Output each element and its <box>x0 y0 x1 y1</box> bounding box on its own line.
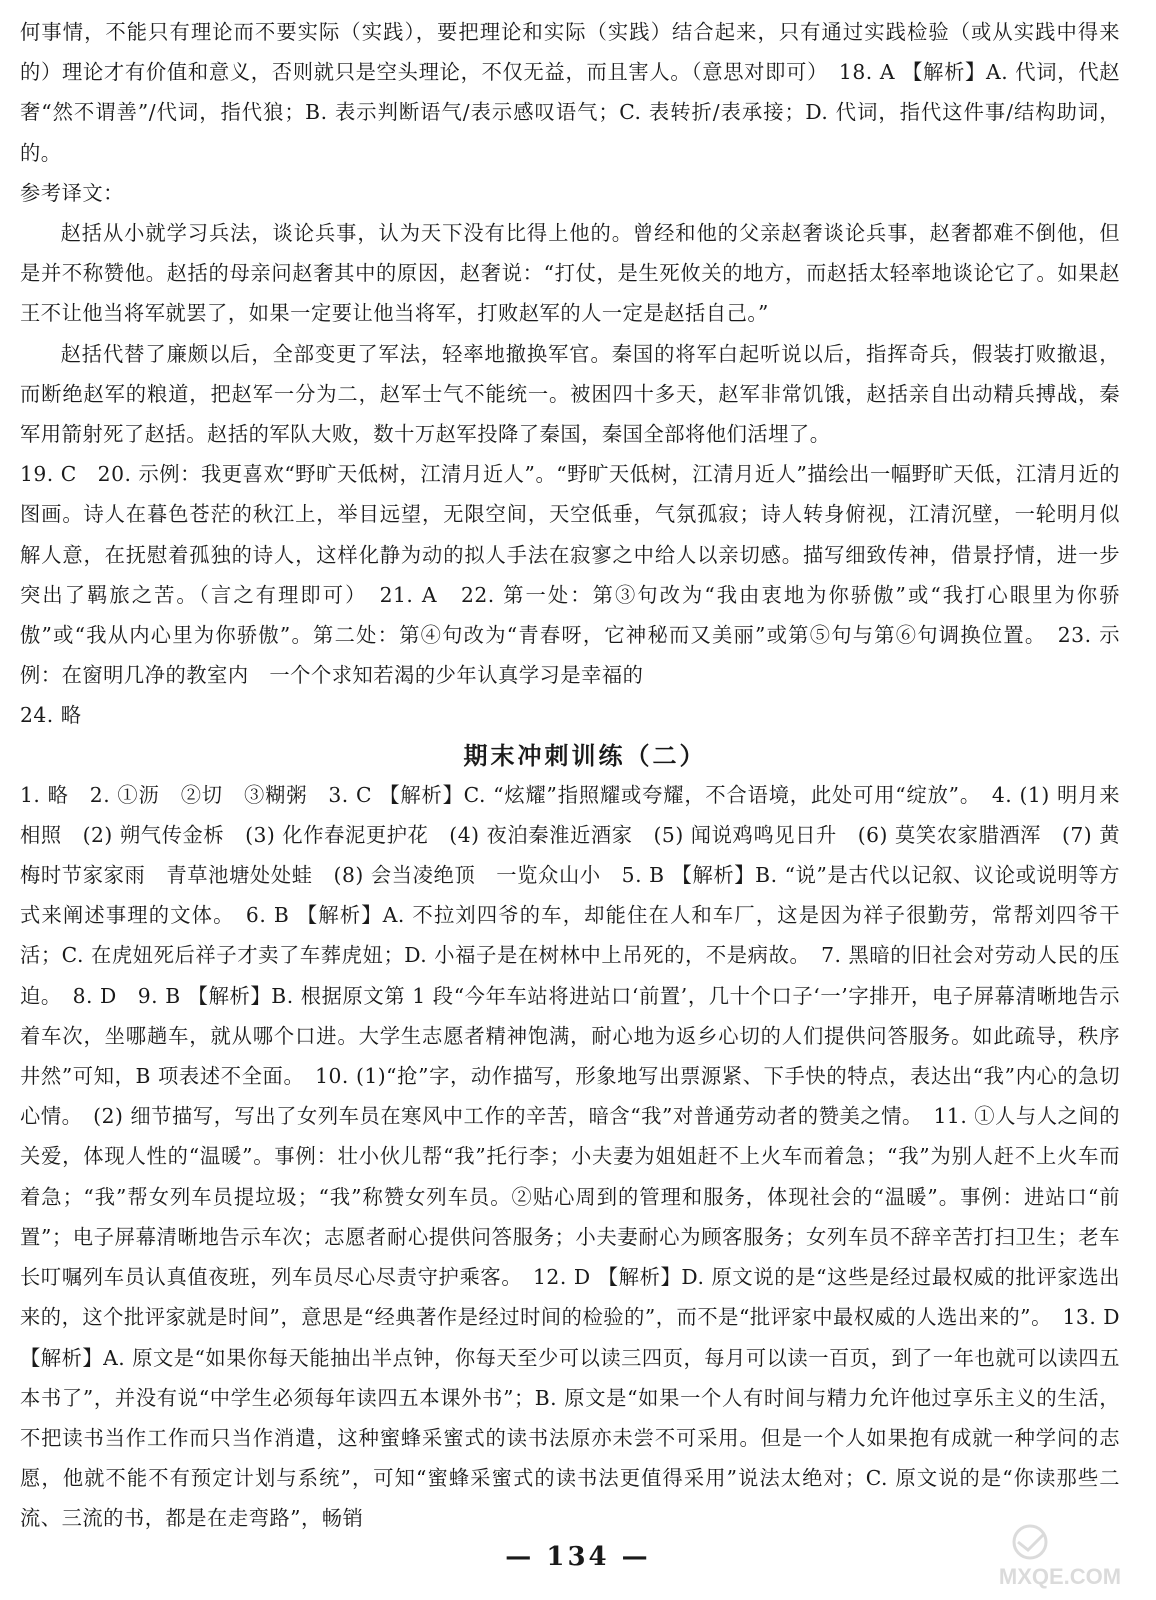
watermark-text: MXQE.COM <box>998 1564 1122 1589</box>
translation-paragraph: 赵括代替了廉颇以后，全部变更了军法，轻率地撤换军官。秦国的将军白起听说以后，指挥奇兵，假装打败撤退，而断绝赵军的粮道，把赵军一分为二，赵军士气不能统一。被困四十多天，赵军非常饥饿，赵括亲自出动精兵搏战，秦军用箭射死了赵括。赵括的军队大败，数十万赵军投降了秦国，秦国全部将他们活埋了。 <box>20 341 1120 447</box>
page-number: — 134 — <box>505 1542 651 1572</box>
answer-paragraph: 何事情，不能只有理论而不要实际（实践），要把理论和实际（实践）结合起来，只有通过实践检验（或从实践中得来的）理论才有价值和意义，否则就只是空头理论，不仅无益，而且害人。（意思对即可） 18. A 【解析】A. 代词，代赵奢“然不谓善”/代词，指代狼；B. 表示判断语气/表示感叹语气；C. 表转折/表承接；D. 代词，指代这件事/结构助词，的。 <box>20 20 1120 165</box>
translation-paragraph: 赵括从小就学习兵法，谈论兵事，认为天下没有比得上他的。曾经和他的父亲赵奢谈论兵事，赵奢都难不倒他，但是并不称赞他。赵括的母亲问赵奢其中的原因，赵奢说：“打仗，是生死攸关的地方，而赵括太轻率地谈论它了。如果赵王不让他当将军就罢了，如果一定要让他当将军，打败赵军的人一定是赵括自己。” <box>20 221 1120 326</box>
answer-paragraph: 1. 略 2. ①沥 ②切 ③糊粥 3. C 【解析】C. “炫耀”指照耀或夸耀，不合语境，此处可用“绽放”。 4. (1) 明月来相照 (2) 朔气传金柝 (3) 化作春泥更护花 (4) 夜泊秦淮近酒家 (5) 闻说鸡鸣见日升 (6) 莫笑农家腊酒浑 (7) 黄梅时节家家雨 青草池塘处处蛙 (8) 会当凌绝顶 一览众山小 5. B 【解析】B. “说”是古代以记叙、议论或说明等方式来阐述事理的文体。 6. B 【解析】A. 不拉刘四爷的车，却能住在人和车厂，这是因为祥子很勤劳，常帮刘四爷干活；C. 在虎妞死后祥子才卖了车葬虎妞；D. 小福子是在树林中上吊死的，不是病故。 7. 黑暗的旧社会对劳动人民的压迫。 8. D 9. B 【解析】B. 根据原文第 1 段“今年车站将进站口‘前置’，几十个口子‘一’字排开，电子屏幕清晰地告示着车次，坐哪趟车，就从哪个口进。大学生志愿者精神饱满，耐心地为返乡心切的人们提供问答服务。如此疏导，秩序井然”可知，B 项表述不全面。 10. (1)“抢”字，动作描写，形象地写出票源紧、下手快的特点，表达出“我”内心的急切心情。 (2) 细节描写，写出了女列车员在寒风中工作的辛苦，暗含“我”对普通劳动者的赞美之情。 11. ①人与人之间的关爱，体现人性的“温暖”。事例：壮小伙儿帮“我”托行李；小夫妻为姐姐赶不上火车而着急；“我”为别人赶不上火车而着急；“我”帮女列车员提垃圾；“我”称赞女列车员。②贴心周到的管理和服务，体现社会的“温暖”。事例：进站口“前置”；电子屏幕清晰地告示车次；志愿者耐心提供问答服务；小夫妻耐心为顾客服务；女列车员不辞辛苦打扫卫生；老车长叮嘱列车员认真值夜班，列车员尽心尽责守护乘客。 12. D 【解析】D. 原文说的是“这些是经过最权威的批评家选出来的，这个批评家就是时间”，意思是“经典著作是经过时间的检验的”，而不是“批评家中最权威的人选出来的”。 13. D 【解析】A. 原文是“如果你每天能抽出半点钟，你每天至少可以读三四页，每月可以读一百页，到了一年也就可以读四五本书了”，并没有说“中学生必须每年读四五本课外书”；B. 原文是“如果一个人有时间与精力允许他过享乐主义的生活，不把读书当作工作而只当作消遣，这种蜜蜂采蜜式的读书法原亦未尝不可采用。但是一个人如果抱有成就一种学问的志愿，他就不能不有预定计划与系统”，可知“蜜蜂采蜜式的读书法更值得采用”说法太绝对；C. 原文说的是“你读那些二流、三流的书，都是在走弯路”，畅销 <box>20 782 1120 1531</box>
watermark-logo-icon <box>970 1520 1150 1592</box>
document-page <box>20 12 1120 1539</box>
answer-paragraph: 24. 略 <box>20 703 82 728</box>
section-title: 期末冲刺训练（二） <box>463 740 707 770</box>
answer-paragraph: 19. C 20. 示例：我更喜欢“野旷天低树，江清月近人”。“野旷天低树，江清月近人”描绘出一幅野旷天低，江清月近的图画。诗人在暮色苍茫的秋江上，举目远望，无限空间，天空低垂，气氛孤寂；诗人转身俯视，江清沉壁，一轮明月似解人意，在抚慰着孤独的诗人，这样化静为动的拟人手法在寂寥之中给人以亲切感。描写细致传神，借景抒情，进一步突出了羁旅之苦。（言之有理即可） 21. A 22. 第一处：第③句改为“我由衷地为你骄傲”或“我打心眼里为你骄傲”或“我从内心里为你骄傲”。第二处：第④句改为“青春呀，它神秘而又美丽”或第⑤句与第⑥句调换位置。 23. 示例：在窗明几净的教室内 一个个求知若渴的少年认真学习是幸福的 <box>20 462 1120 688</box>
translation-label: 参考译文： <box>20 180 124 205</box>
